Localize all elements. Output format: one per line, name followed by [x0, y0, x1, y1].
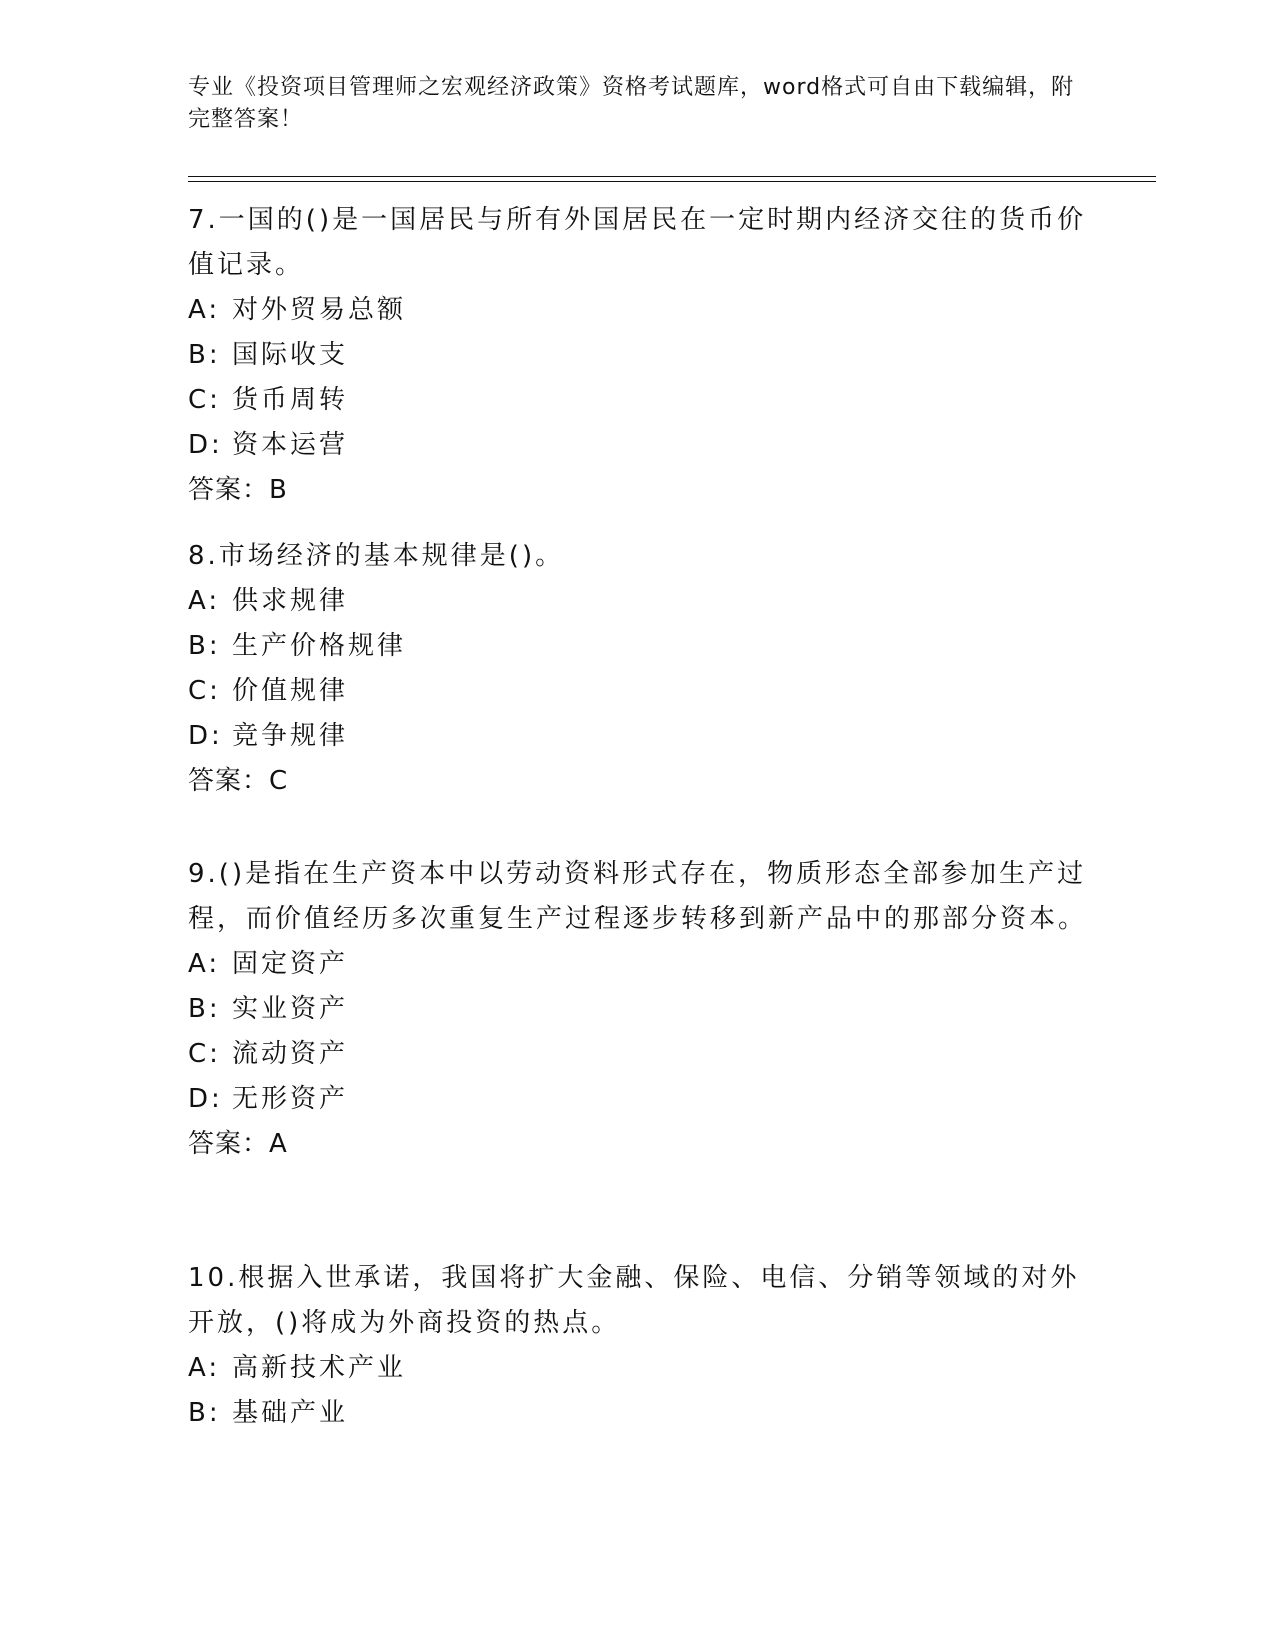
- option-label: B:: [188, 1398, 221, 1428]
- option-text: 货币周转: [232, 385, 349, 415]
- option-b: [188, 987, 1088, 1032]
- option-label: C:: [188, 676, 221, 706]
- document-header: 专业《投资项目管理师之宏观经济政策》资格考试题库，word格式可自由下载编辑，附完整答案！: [188, 75, 1075, 132]
- option-label: B:: [188, 994, 221, 1024]
- option-label: A:: [188, 1353, 221, 1383]
- option-d: [188, 1077, 1088, 1122]
- option-label: B:: [188, 631, 221, 661]
- option-a: [188, 288, 1088, 333]
- option-text: 高新技术产业: [232, 1353, 407, 1383]
- answer-line: 答案：B: [188, 475, 288, 505]
- question-stem: 8.市场经济的基本规律是()。: [188, 541, 565, 571]
- option-label: D:: [188, 430, 223, 460]
- question-stem: 10.根据入世承诺，我国将扩大金融、保险、电信、分销等领域的对外开放，()将成为外商投资的热点。: [188, 1263, 1080, 1338]
- option-text: 基础产业: [232, 1398, 349, 1428]
- option-d: [188, 714, 1088, 759]
- option-a: [188, 942, 1088, 987]
- option-c: [188, 1032, 1088, 1077]
- header-divider-bottom: [188, 181, 1156, 182]
- option-a: [188, 579, 1088, 624]
- option-text: 价值规律: [232, 676, 349, 706]
- question-stem: 9.()是指在生产资本中以劳动资料形式存在，物质形态全部参加生产过程，而价值经历多次重复生产过程逐步转移到新产品中的那部分资本。: [188, 859, 1088, 934]
- option-text: 无形资产: [232, 1084, 349, 1114]
- option-b: [188, 333, 1088, 378]
- option-text: 实业资产: [232, 994, 349, 1024]
- option-text: 供求规律: [232, 586, 349, 616]
- option-b: [188, 1391, 1088, 1436]
- option-label: A:: [188, 295, 221, 325]
- option-text: 竞争规律: [232, 721, 349, 751]
- option-b: [188, 624, 1088, 669]
- option-d: [188, 423, 1088, 468]
- option-label: A:: [188, 586, 221, 616]
- option-label: B:: [188, 340, 221, 370]
- question-7: [188, 198, 1088, 513]
- option-c: [188, 378, 1088, 423]
- option-label: D:: [188, 1084, 223, 1114]
- question-9: [188, 852, 1088, 1167]
- option-label: A:: [188, 949, 221, 979]
- answer-line: 答案：C: [188, 766, 289, 796]
- header-divider-top: [188, 176, 1156, 177]
- question-10: [188, 1256, 1088, 1436]
- option-label: C:: [188, 1039, 221, 1069]
- option-text: 流动资产: [232, 1039, 349, 1069]
- option-text: 固定资产: [232, 949, 349, 979]
- option-c: [188, 669, 1088, 714]
- option-text: 国际收支: [232, 340, 349, 370]
- answer-line: 答案：A: [188, 1129, 288, 1159]
- option-text: 生产价格规律: [232, 631, 407, 661]
- question-stem: 7.一国的()是一国居民与所有外国居民在一定时期内经济交往的货币价值记录。: [188, 205, 1087, 280]
- question-8: [188, 534, 1088, 804]
- option-label: D:: [188, 721, 223, 751]
- option-a: [188, 1346, 1088, 1391]
- option-text: 资本运营: [232, 430, 349, 460]
- option-text: 对外贸易总额: [232, 295, 407, 325]
- option-label: C:: [188, 385, 221, 415]
